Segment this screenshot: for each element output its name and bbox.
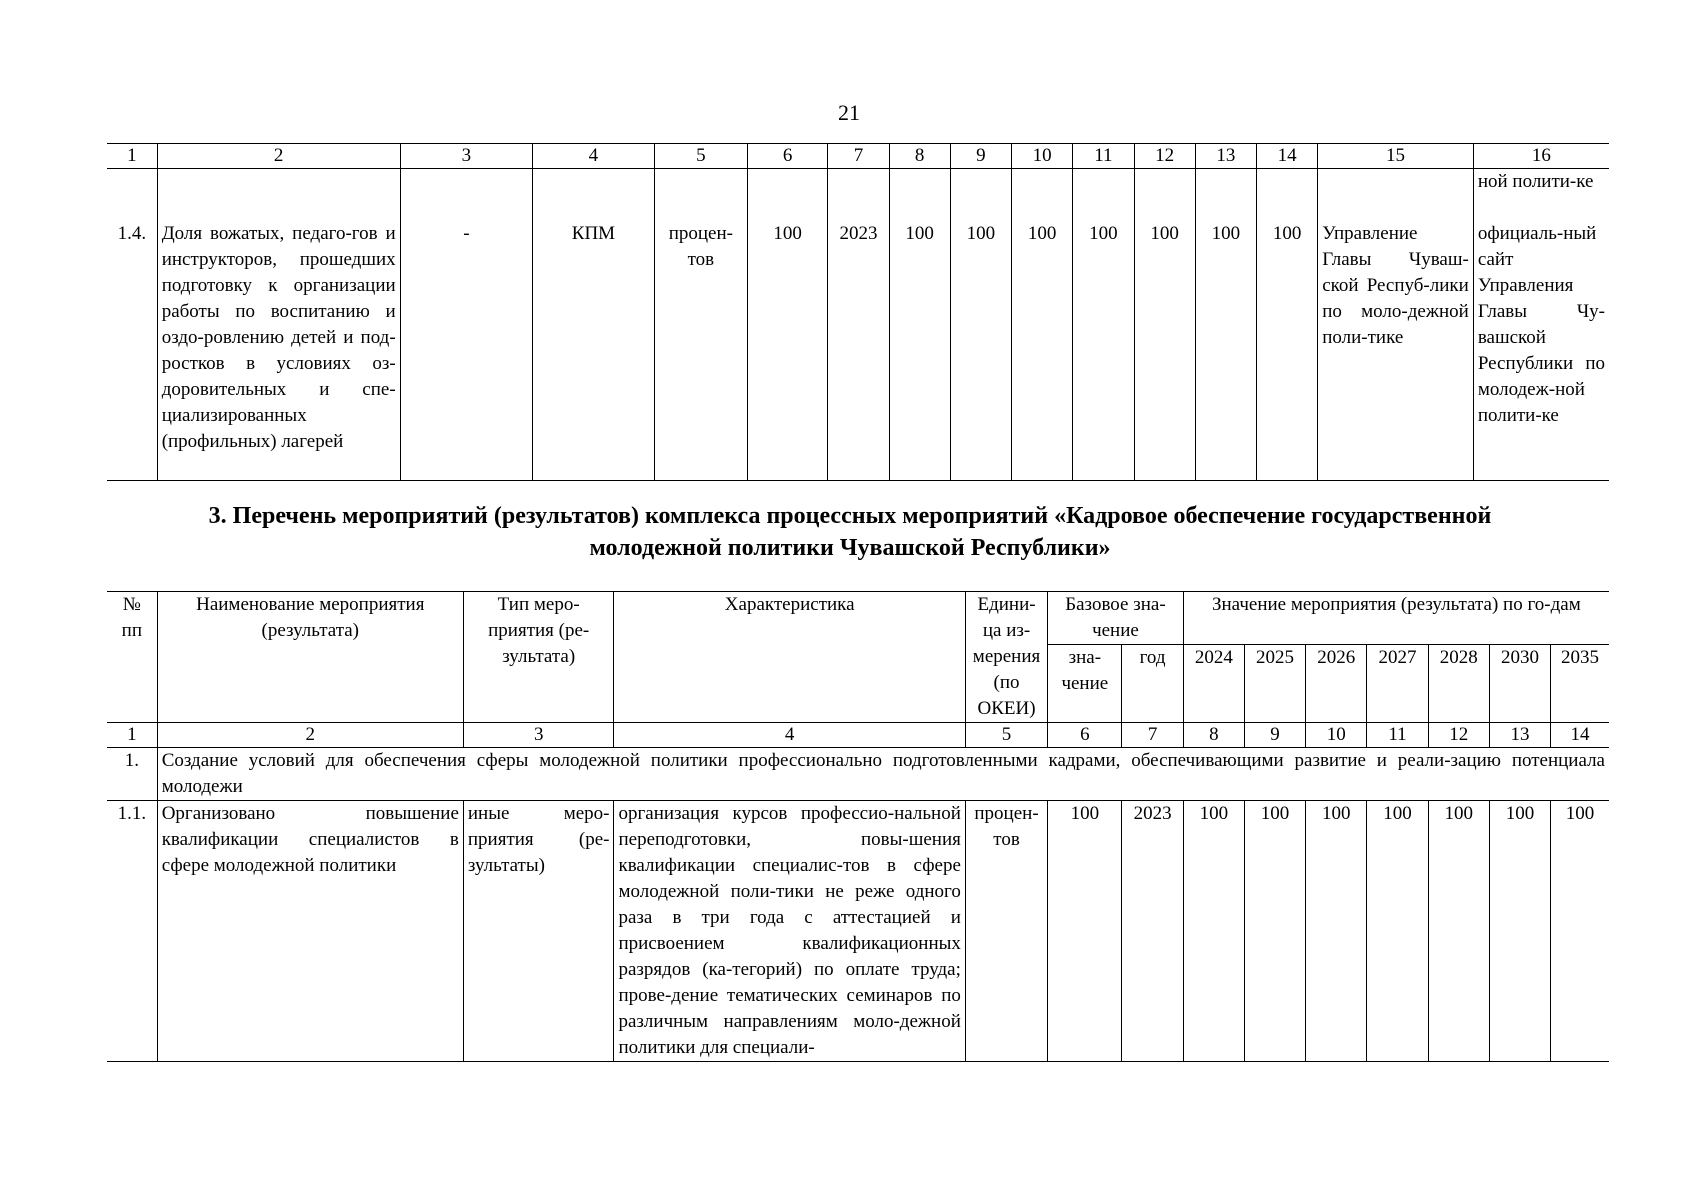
- indicator-name: Доля вожатых, педаго-гов и инструкторов, прошедших подготовку к организации работы по воспитанию и оздо-ровлению детей и под-ростков в условиях оз-доровительных и спе-циализированных (профильных) лагерей: [157, 221, 400, 481]
- col-number: 12: [1134, 144, 1195, 169]
- section-title: 3. Перечень мероприятий (результатов) комплекса процессных мероприятий «Кадровое обеспечение государственной молодежной политики Чувашской Республики»: [208, 503, 1492, 561]
- col-number: 11: [1367, 723, 1428, 748]
- col-number: 10: [1306, 723, 1367, 748]
- col-number: 16: [1473, 144, 1609, 169]
- section-number: 1.: [107, 748, 157, 801]
- section-row: [107, 748, 1609, 801]
- header-unit: Едини-ца из-мерения (по ОКЕИ): [965, 592, 1047, 723]
- unit-cell: процен-тов: [965, 801, 1047, 1062]
- header-num: № пп: [107, 592, 157, 723]
- col-number: 1: [107, 144, 157, 169]
- row-number: 1.1.: [107, 801, 157, 1062]
- col-number: 13: [1489, 723, 1550, 748]
- col-number: 6: [748, 144, 828, 169]
- responsible-cell: Управление Главы Чуваш-ской Респуб-лики по моло-дежной поли-тике: [1318, 221, 1474, 481]
- value-cell: 100: [1012, 221, 1073, 481]
- activity-characteristic: организация курсов профессио-нальной переподготовки, повы-шения квалификации специалис-тов в сфере молодежной поли-тики не реже одного раза в три года с аттестацией и присвоением квалификационных разрядов (ка-тегорий) по оплате труда; прове-дение тематических семинаров по различным направлениям моло-дежной политики для специали-: [614, 801, 965, 1062]
- value-cell: 100: [1256, 221, 1317, 481]
- col-number: 2: [157, 723, 463, 748]
- col-number: 8: [889, 144, 950, 169]
- col-number: 4: [533, 144, 654, 169]
- header-year: 2027: [1367, 645, 1428, 723]
- unit-cell: процен-тов: [654, 221, 747, 481]
- col-number: 7: [828, 144, 889, 169]
- value-cell: 100: [950, 221, 1011, 481]
- value-cell: 100: [1489, 801, 1550, 1062]
- col-number: 13: [1195, 144, 1256, 169]
- table-row: [107, 221, 1609, 481]
- col-number: 14: [1551, 723, 1609, 748]
- header-base-year: год: [1122, 645, 1183, 723]
- header-base-group: Базовое зна-чение: [1048, 592, 1184, 645]
- col-number: 3: [400, 144, 533, 169]
- col-number: 1: [107, 723, 157, 748]
- column-number-row: [107, 723, 1609, 748]
- value-cell: 100: [1195, 221, 1256, 481]
- indicator-col3: -: [400, 221, 533, 481]
- header-row: [107, 592, 1609, 645]
- value-cell: 100: [1367, 801, 1428, 1062]
- section-text: Создание условий для обеспечения сферы молодежной политики профессионально подготовленными кадрами, обеспечивающими развитие и реали-зацию потенциала молодежи: [157, 748, 1609, 801]
- col-number: 10: [1012, 144, 1073, 169]
- value-cell: 100: [1183, 801, 1244, 1062]
- indicator-col4: КПМ: [533, 221, 654, 481]
- col-number: 9: [1244, 723, 1305, 748]
- table-row: [107, 801, 1609, 1062]
- header-year: 2024: [1183, 645, 1244, 723]
- base-value: 100: [748, 221, 828, 481]
- source-cell: ной полити-ке: [1473, 169, 1609, 221]
- value-cell: 100: [1134, 221, 1195, 481]
- column-number-row: [107, 144, 1609, 169]
- header-values-group: Значение мероприятия (результата) по го-дам: [1183, 592, 1609, 645]
- value-cell: 100: [889, 221, 950, 481]
- page-number: 21: [838, 100, 860, 125]
- header-type: Тип меро-приятия (ре-зультата): [463, 592, 614, 723]
- value-cell: 100: [1428, 801, 1489, 1062]
- activity-name: Организовано повышение квалификации специалистов в сфере молодежной политики: [157, 801, 463, 1062]
- activities-table: [107, 591, 1609, 1062]
- col-number: 2: [157, 144, 400, 169]
- activity-type: иные меро-приятия (ре-зультаты): [463, 801, 614, 1062]
- col-number: 7: [1122, 723, 1183, 748]
- col-number: 5: [965, 723, 1047, 748]
- header-year: 2030: [1489, 645, 1550, 723]
- header-year: 2026: [1306, 645, 1367, 723]
- base-year: 2023: [1122, 801, 1183, 1062]
- header-characteristic: Характеристика: [614, 592, 965, 723]
- col-number: 14: [1256, 144, 1317, 169]
- col-number: 15: [1318, 144, 1474, 169]
- header-year: 2035: [1551, 645, 1609, 723]
- source-cell: официаль-ный сайт Управления Главы Чу-вашской Республики по молодеж-ной полити-ке: [1473, 221, 1609, 481]
- col-number: 3: [463, 723, 614, 748]
- col-number: 9: [950, 144, 1011, 169]
- header-year: 2025: [1244, 645, 1305, 723]
- continuation-row: [107, 169, 1609, 221]
- value-cell: 100: [1244, 801, 1305, 1062]
- header-year: 2028: [1428, 645, 1489, 723]
- col-number: 8: [1183, 723, 1244, 748]
- value-cell: 100: [1073, 221, 1134, 481]
- row-number: 1.4.: [107, 221, 157, 481]
- col-number: 4: [614, 723, 965, 748]
- value-cell: 100: [1551, 801, 1609, 1062]
- col-number: 5: [654, 144, 747, 169]
- header-base-value: зна-чение: [1048, 645, 1122, 723]
- col-number: 11: [1073, 144, 1134, 169]
- col-number: 12: [1428, 723, 1489, 748]
- col-number: 6: [1048, 723, 1122, 748]
- base-value: 100: [1048, 801, 1122, 1062]
- header-name: Наименование мероприятия (результата): [157, 592, 463, 723]
- indicators-table: [107, 143, 1609, 481]
- base-year: 2023: [828, 221, 889, 481]
- value-cell: 100: [1306, 801, 1367, 1062]
